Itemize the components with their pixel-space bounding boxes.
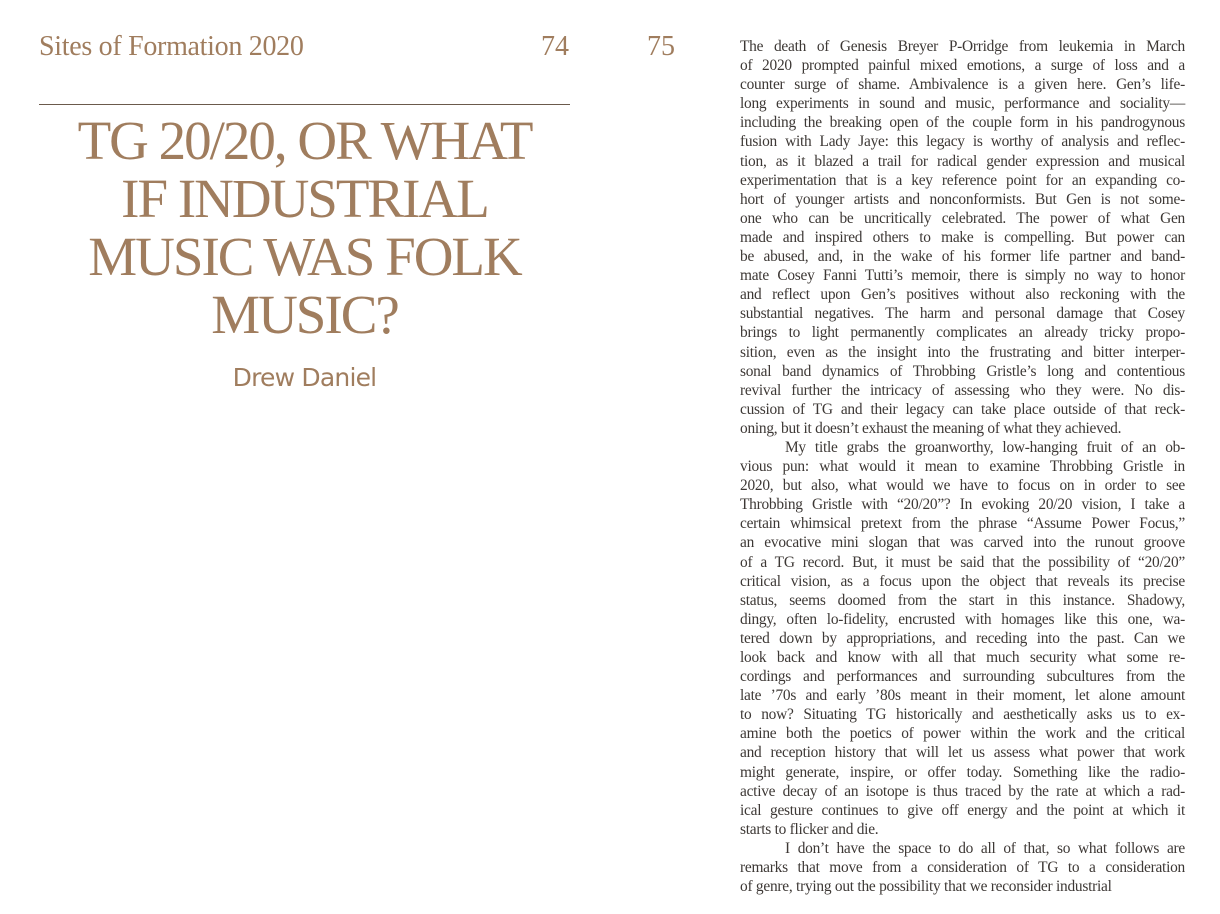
- body-line: substantial negatives. The harm and personal damage that Cosey: [740, 305, 1185, 323]
- body-line: including the breaking open of the couple form in his pandrogynous: [740, 114, 1185, 132]
- body-line: amine both the poetics of power within the work and the critical: [740, 725, 1185, 743]
- body-line: of genre, trying out the possibility that we reconsider industrial: [740, 878, 1112, 896]
- body-paragraph: [740, 37, 1185, 438]
- body-line: late ’70s and early ’80s meant in their moment, let alone amount: [740, 687, 1185, 705]
- body-line: The death of Genesis Breyer P-Orridge from leukemia in March: [740, 38, 1185, 55]
- body-line: experimentation that is a key reference point for an expanding co-: [740, 171, 1185, 189]
- body-line: Throbbing Gristle with “20/20”? In evoking 20/20 vision, I take a: [740, 496, 1185, 514]
- body-line: sonal band dynamics of Throbbing Gristle’s long and contentious: [740, 362, 1185, 380]
- body-line: cussion of TG and their legacy can take place outside of that reck-: [740, 400, 1185, 418]
- body-line: and reflect upon Gen’s positives without also reckoning with the: [740, 286, 1185, 304]
- body-line: to now? Situating TG historically and aesthetically asks us to ex-: [740, 706, 1185, 724]
- chapter-title-line: MUSIC WAS FOLK: [88, 226, 521, 287]
- body-paragraph: [740, 839, 1185, 896]
- chapter-title: [39, 112, 570, 344]
- body-line: of 2020 prompted painful mixed emotions, a surge of loss and a: [740, 57, 1185, 75]
- body-line: dingy, often lo-fidelity, encrusted with homages like this one, wa-: [740, 610, 1185, 628]
- author-name: Drew Daniel: [232, 363, 377, 392]
- body-line: ical gesture continues to give off energy and the point at which it: [740, 801, 1185, 819]
- body-line: vious pun: what would it mean to examine Throbbing Gristle in: [740, 458, 1185, 476]
- body-line: I don’t have the space to do all of that, so what follows are: [785, 839, 1185, 857]
- chapter-title-line: TG 20/20, OR WHAT: [77, 110, 532, 171]
- body-line: revival further the intricacy of assessing who they were. No dis-: [740, 381, 1185, 399]
- chapter-title-line: MUSIC?: [211, 284, 398, 345]
- body-line: critical vision, as a focus upon the object that reveals its precise: [740, 572, 1185, 590]
- body-line: counter surge of shame. Ambivalence is a given here. Gen’s life-: [740, 76, 1185, 94]
- body-line: might generate, inspire, or offer today. Something like the radio-: [740, 763, 1185, 781]
- body-line: My title grabs the groanworthy, low-hanging fruit of an ob-: [785, 438, 1185, 456]
- body-line: an evocative mini slogan that was carved into the runout groove: [740, 534, 1185, 552]
- body-line: active decay of an isotope is thus traced by the rate at which a rad-: [740, 782, 1185, 800]
- body-line: brings to light permanently complicates an already tricky propo-: [740, 324, 1185, 342]
- body-line: long experiments in sound and music, performance and sociality—: [740, 95, 1185, 113]
- body-paragraph: [740, 438, 1185, 839]
- body-text: [740, 37, 1185, 896]
- body-line: starts to flicker and die.: [740, 820, 879, 838]
- body-line: mate Cosey Fanni Tutti’s memoir, there is simply no way to honor: [740, 267, 1185, 285]
- body-line: sition, even as the insight into the frustrating and bitter interper-: [740, 343, 1185, 361]
- body-line: one who can be uncritically celebrated. The power of what Gen: [740, 209, 1185, 227]
- body-line: oning, but it doesn’t exhaust the meaning of what they achieved.: [740, 419, 1122, 437]
- body-line: tered down by appropriations, and receding into the past. Can we: [740, 629, 1185, 647]
- body-line: cordings and performances and surrounding subcultures from the: [740, 668, 1185, 686]
- body-line: remarks that move from a consideration of TG to a consideration: [740, 859, 1185, 877]
- body-line: made and inspired others to make is compelling. But power can: [740, 228, 1185, 246]
- body-line: tion, as it blazed a trail for radical gender expression and musical: [740, 152, 1185, 170]
- body-line: and reception history that will let us assess what power that work: [740, 744, 1185, 762]
- body-line: certain whimsical pretext from the phrase “Assume Power Focus,”: [740, 515, 1185, 533]
- page-number-left: 74: [541, 31, 569, 62]
- running-title: Sites of Formation 2020: [39, 31, 304, 62]
- page-number-right: 75: [647, 31, 675, 62]
- body-line: look back and know with all that much security what some re-: [740, 649, 1185, 666]
- header-rule: [39, 104, 570, 105]
- body-line: fusion with Lady Jaye: this legacy is worthy of analysis and reflec-: [740, 133, 1185, 151]
- body-line: 2020, but also, what would we have to focus on in order to see: [740, 477, 1185, 495]
- body-line: of a TG record. But, it must be said that the possibility of “20/20”: [740, 553, 1185, 571]
- body-line: be abused, and, in the wake of his former life partner and band-: [740, 248, 1185, 266]
- body-line: status, seems doomed from the start in this instance. Shadowy,: [740, 591, 1185, 609]
- chapter-title-line: IF INDUSTRIAL: [121, 168, 488, 229]
- body-line: hort of younger artists and nonconformists. But Gen is not some-: [740, 190, 1185, 208]
